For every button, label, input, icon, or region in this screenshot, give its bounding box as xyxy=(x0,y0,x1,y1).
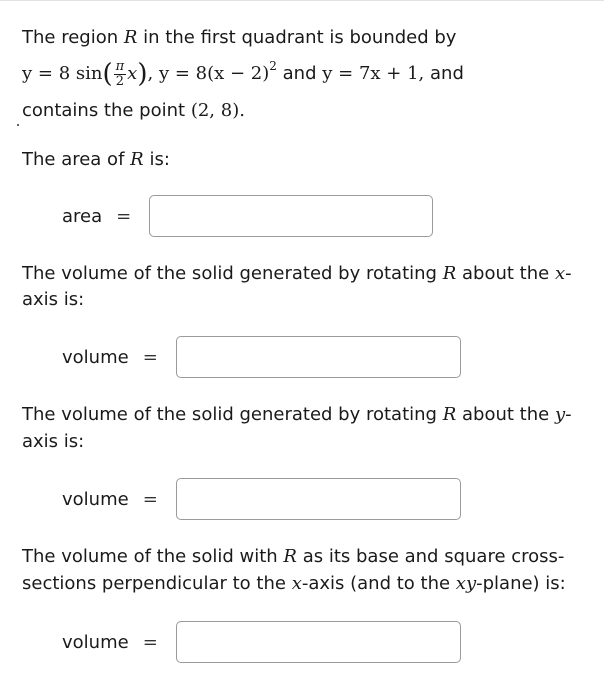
area-field-row xyxy=(62,194,433,238)
curve-3: y = 7x + 1, xyxy=(322,63,425,84)
equals-sign: = xyxy=(116,205,132,227)
volume-x-input[interactable] xyxy=(176,336,461,378)
question-volume-y-text-line2: axis is: xyxy=(22,431,85,452)
question-area-text: The area of R is: xyxy=(22,149,170,170)
top-divider xyxy=(0,0,604,1)
volume-cross-section-label: volume xyxy=(62,631,129,653)
curve-1: y = 8 sin( $\frac{\pi}{2}$ x), xyxy=(22,58,154,89)
question-volume-y-text: The volume of the solid generated by rotating R about the y- xyxy=(22,404,572,425)
volume-y-label: volume xyxy=(62,488,129,510)
curve-equations: y = 8 sin( $\frac{\pi}{2}$ x), $y = 8(x - 2)^2$ and y = 7x + 1, and xyxy=(22,58,464,89)
question-volume-x-text-line2: axis is: xyxy=(22,289,85,310)
question-cross-section-text-line2: sections perpendicular to the x-axis (and to the xy-plane) is: xyxy=(22,573,566,594)
area-label: area xyxy=(62,205,103,227)
question-cross-section-text: The volume of the solid with R as its base and square cross- xyxy=(22,546,565,567)
volume-x-field-row xyxy=(62,335,461,379)
volume-cross-section-field-row xyxy=(62,620,461,664)
problem-statement: The region R in the first quadrant is bounded by xyxy=(22,27,457,48)
volume-cross-section-input[interactable] xyxy=(176,621,461,663)
area-input[interactable] xyxy=(149,195,433,237)
curve-2: $y = 8(x - 2)^2$ xyxy=(158,59,277,84)
volume-x-label: volume xyxy=(62,346,129,368)
volume-y-input[interactable] xyxy=(176,478,461,520)
question-volume-x-text: The volume of the solid generated by rotating R about the x- xyxy=(22,263,572,284)
point-statement: contains the point (2, 8). xyxy=(22,100,245,121)
volume-y-field-row xyxy=(62,477,461,521)
equals-sign: = xyxy=(142,631,158,653)
equals-sign: = xyxy=(142,346,158,368)
stray-dot xyxy=(17,124,19,126)
equals-sign: = xyxy=(142,488,158,510)
